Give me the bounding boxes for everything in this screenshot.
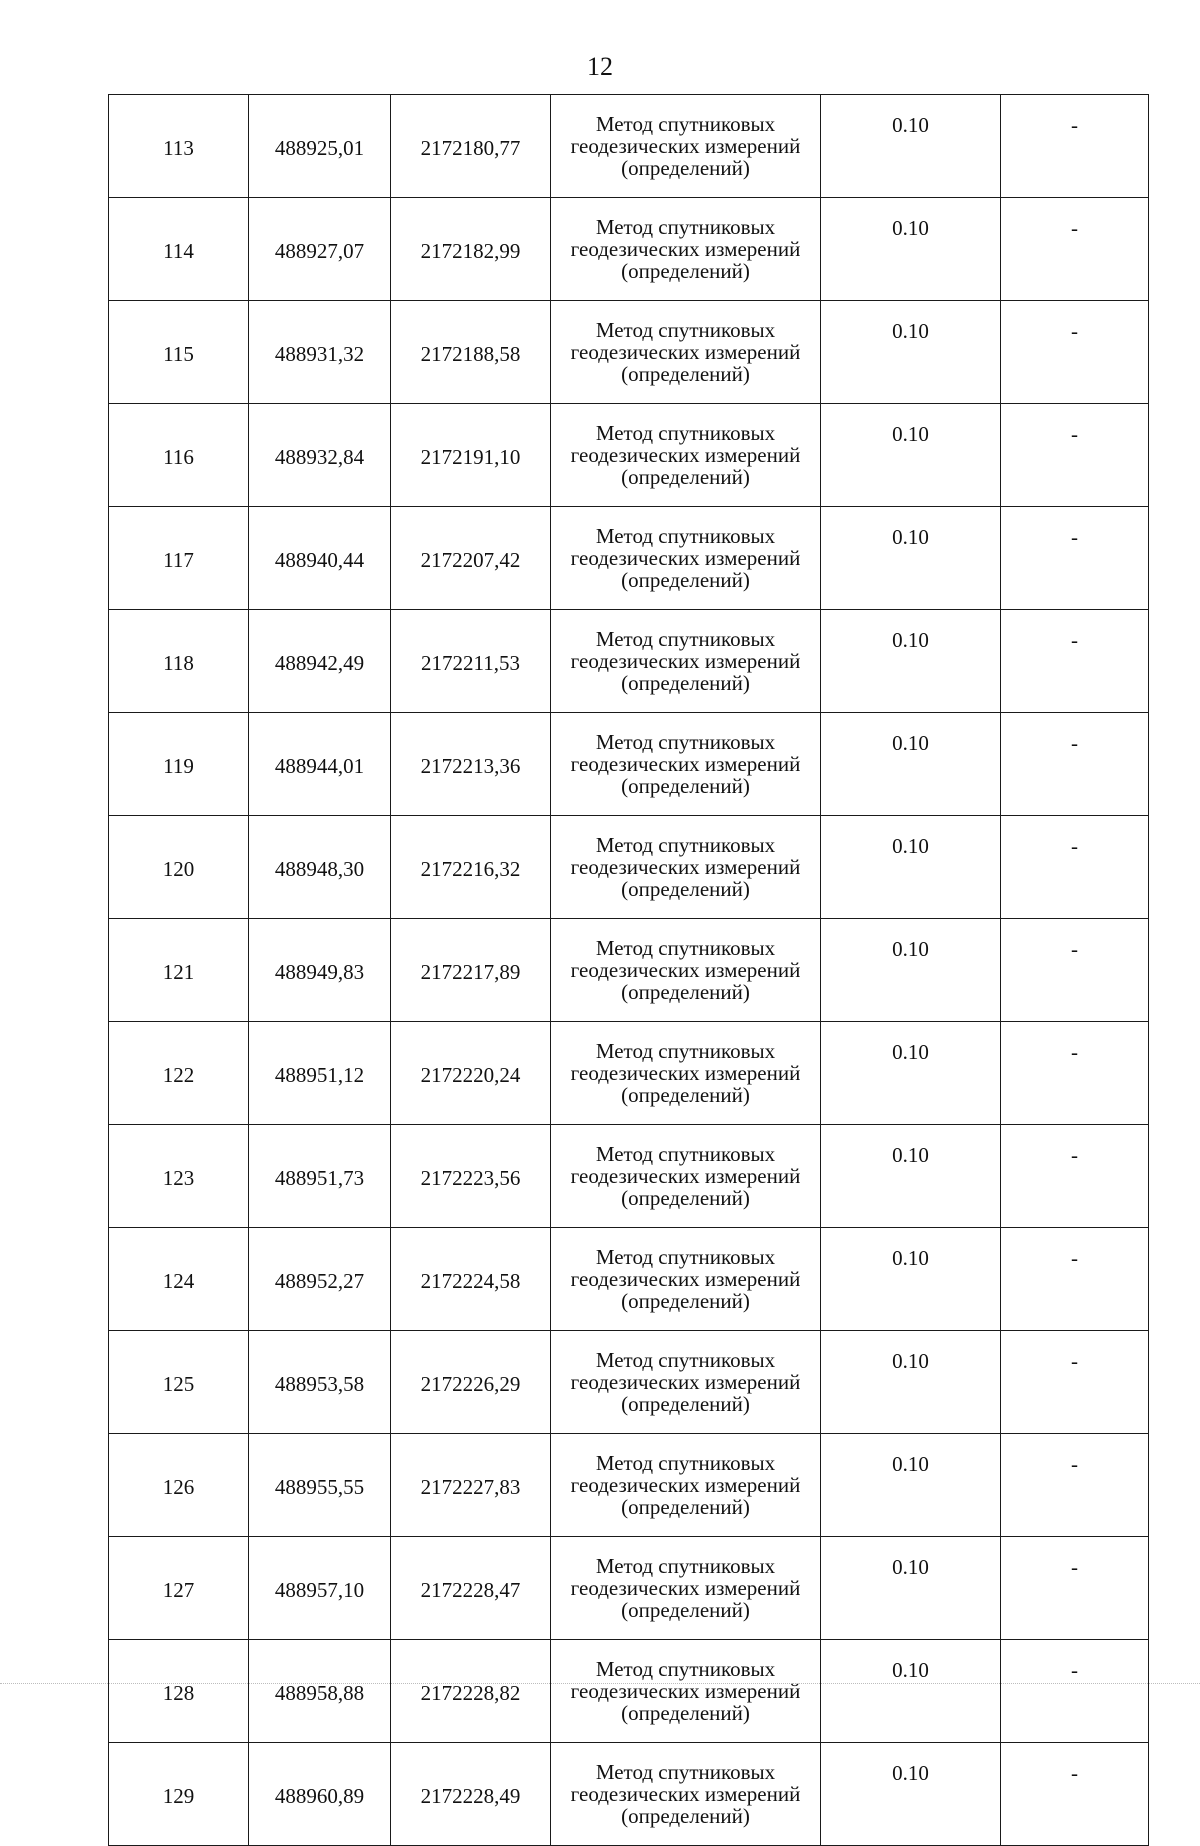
- point-number-cell: [109, 610, 249, 713]
- accuracy-cell: [821, 1434, 1001, 1537]
- point-number-cell: [109, 1125, 249, 1228]
- extra-cell-text: -: [1071, 937, 1078, 961]
- accuracy-cell-text: 0.10: [892, 1555, 929, 1579]
- x-coordinate-cell: [249, 1022, 391, 1125]
- extra-cell: [1001, 1331, 1149, 1434]
- method-line: геодезических измерений: [570, 1061, 801, 1085]
- y-coordinate-cell: [391, 1228, 551, 1331]
- table-row: [109, 919, 1149, 1022]
- method-line: Метод спутниковых: [595, 833, 776, 857]
- table-row: [109, 95, 1149, 198]
- point-number-cell-text: 129: [162, 1784, 195, 1808]
- table-row: [109, 1537, 1149, 1640]
- table-row: [109, 301, 1149, 404]
- accuracy-cell: [821, 95, 1001, 198]
- x-coordinate-cell-text: 488925,01: [274, 136, 365, 160]
- x-coordinate-cell-text: 488940,44: [274, 548, 365, 572]
- method-line: Метод спутниковых: [595, 112, 776, 136]
- y-coordinate-cell: [391, 1743, 551, 1846]
- point-number-cell: [109, 301, 249, 404]
- x-coordinate-cell-text: 488953,58: [274, 1372, 365, 1396]
- extra-cell-text: -: [1071, 1040, 1078, 1064]
- extra-cell: [1001, 1743, 1149, 1846]
- method-line: (определений): [621, 465, 750, 489]
- x-coordinate-cell-text: 488949,83: [274, 960, 365, 984]
- table-row: [109, 1125, 1149, 1228]
- accuracy-cell-text: 0.10: [892, 1761, 929, 1785]
- x-coordinate-cell-text: 488958,88: [274, 1681, 365, 1705]
- method-line: геодезических измерений: [570, 1164, 801, 1188]
- table-row: [109, 610, 1149, 713]
- method-cell: [551, 713, 821, 816]
- table-row: [109, 404, 1149, 507]
- y-coordinate-cell: [391, 1022, 551, 1125]
- y-coordinate-cell: [391, 713, 551, 816]
- method-line: (определений): [621, 877, 750, 901]
- method-cell: [551, 95, 821, 198]
- method-cell: [551, 1743, 821, 1846]
- x-coordinate-cell-text: 488944,01: [274, 754, 365, 778]
- method-cell: [551, 919, 821, 1022]
- x-coordinate-cell: [249, 919, 391, 1022]
- scan-edge-line: [0, 1683, 1200, 1686]
- table-row: [109, 1022, 1149, 1125]
- point-number-cell-text: 120: [162, 857, 195, 881]
- point-number-cell-text: 126: [162, 1475, 195, 1499]
- point-number-cell: [109, 198, 249, 301]
- extra-cell: [1001, 816, 1149, 919]
- method-line: геодезических измерений: [570, 649, 801, 673]
- accuracy-cell: [821, 404, 1001, 507]
- y-coordinate-cell-text: 2172227,83: [420, 1475, 521, 1499]
- extra-cell: [1001, 95, 1149, 198]
- extra-cell-text: -: [1071, 1349, 1078, 1373]
- coordinates-table: [108, 94, 1149, 1846]
- y-coordinate-cell: [391, 95, 551, 198]
- x-coordinate-cell-text: 488955,55: [274, 1475, 365, 1499]
- point-number-cell: [109, 1228, 249, 1331]
- x-coordinate-cell: [249, 1640, 391, 1743]
- extra-cell-text: -: [1071, 731, 1078, 755]
- y-coordinate-cell-text: 2172228,47: [420, 1578, 521, 1602]
- accuracy-cell-text: 0.10: [892, 628, 929, 652]
- method-line: Метод спутниковых: [595, 1039, 776, 1063]
- y-coordinate-cell: [391, 301, 551, 404]
- x-coordinate-cell: [249, 1125, 391, 1228]
- y-coordinate-cell: [391, 1434, 551, 1537]
- y-coordinate-cell-text: 2172211,53: [421, 651, 520, 675]
- method-line: Метод спутниковых: [595, 1451, 776, 1475]
- table-row: [109, 1743, 1149, 1846]
- x-coordinate-cell: [249, 507, 391, 610]
- point-number-cell-text: 117: [163, 548, 194, 572]
- method-line: (определений): [621, 774, 750, 798]
- accuracy-cell: [821, 1537, 1001, 1640]
- extra-cell-text: -: [1071, 1246, 1078, 1270]
- y-coordinate-cell-text: 2172224,58: [420, 1269, 521, 1293]
- extra-cell: [1001, 404, 1149, 507]
- point-number-cell-text: 114: [163, 239, 194, 263]
- point-number-cell-text: 122: [162, 1063, 195, 1087]
- x-coordinate-cell: [249, 1537, 391, 1640]
- method-line: (определений): [621, 1598, 750, 1622]
- extra-cell-text: -: [1071, 1761, 1078, 1785]
- table-row: [109, 507, 1149, 610]
- y-coordinate-cell: [391, 1331, 551, 1434]
- method-line: геодезических измерений: [570, 340, 801, 364]
- method-line: геодезических измерений: [570, 1473, 801, 1497]
- extra-cell: [1001, 507, 1149, 610]
- method-cell: [551, 404, 821, 507]
- method-cell: [551, 1434, 821, 1537]
- method-line: Метод спутниковых: [595, 421, 776, 445]
- accuracy-cell: [821, 198, 1001, 301]
- x-coordinate-cell: [249, 404, 391, 507]
- point-number-cell-text: 124: [162, 1269, 195, 1293]
- method-line: Метод спутниковых: [595, 1142, 776, 1166]
- accuracy-cell: [821, 1743, 1001, 1846]
- method-cell: [551, 1640, 821, 1743]
- method-line: (определений): [621, 1495, 750, 1519]
- method-line: (определений): [621, 362, 750, 386]
- x-coordinate-cell: [249, 816, 391, 919]
- accuracy-cell: [821, 713, 1001, 816]
- y-coordinate-cell-text: 2172182,99: [420, 239, 521, 263]
- accuracy-cell-text: 0.10: [892, 834, 929, 858]
- method-line: (определений): [621, 1392, 750, 1416]
- y-coordinate-cell-text: 2172207,42: [420, 548, 521, 572]
- method-line: геодезических измерений: [570, 1576, 801, 1600]
- y-coordinate-cell: [391, 919, 551, 1022]
- point-number-cell-text: 116: [163, 445, 194, 469]
- x-coordinate-cell-text: 488957,10: [274, 1578, 365, 1602]
- accuracy-cell: [821, 1125, 1001, 1228]
- point-number-cell-text: 118: [163, 651, 194, 675]
- point-number-cell-text: 113: [163, 136, 194, 160]
- extra-cell: [1001, 198, 1149, 301]
- method-line: геодезических измерений: [570, 1267, 801, 1291]
- method-line: Метод спутниковых: [595, 524, 776, 548]
- method-line: геодезических измерений: [570, 1782, 801, 1806]
- extra-cell: [1001, 1434, 1149, 1537]
- extra-cell-text: -: [1071, 1143, 1078, 1167]
- point-number-cell: [109, 95, 249, 198]
- accuracy-cell-text: 0.10: [892, 216, 929, 240]
- method-line: (определений): [621, 671, 750, 695]
- accuracy-cell-text: 0.10: [892, 1246, 929, 1270]
- accuracy-cell: [821, 816, 1001, 919]
- extra-cell: [1001, 1125, 1149, 1228]
- accuracy-cell-text: 0.10: [892, 319, 929, 343]
- point-number-cell: [109, 919, 249, 1022]
- point-number-cell-text: 121: [162, 960, 195, 984]
- method-line: (определений): [621, 1083, 750, 1107]
- accuracy-cell-text: 0.10: [892, 1040, 929, 1064]
- x-coordinate-cell: [249, 1434, 391, 1537]
- point-number-cell-text: 119: [163, 754, 194, 778]
- method-cell: [551, 301, 821, 404]
- y-coordinate-cell: [391, 404, 551, 507]
- x-coordinate-cell-text: 488931,32: [274, 342, 365, 366]
- method-cell: [551, 1331, 821, 1434]
- method-line: (определений): [621, 568, 750, 592]
- extra-cell: [1001, 301, 1149, 404]
- point-number-cell: [109, 713, 249, 816]
- accuracy-cell: [821, 507, 1001, 610]
- method-cell: [551, 1125, 821, 1228]
- y-coordinate-cell: [391, 1640, 551, 1743]
- extra-cell-text: -: [1071, 525, 1078, 549]
- y-coordinate-cell-text: 2172217,89: [420, 960, 521, 984]
- method-line: (определений): [621, 156, 750, 180]
- table-row: [109, 1434, 1149, 1537]
- table-row: [109, 713, 1149, 816]
- method-line: Метод спутниковых: [595, 1348, 776, 1372]
- y-coordinate-cell-text: 2172223,56: [420, 1166, 521, 1190]
- extra-cell-text: -: [1071, 628, 1078, 652]
- point-number-cell-text: 123: [162, 1166, 195, 1190]
- method-cell: [551, 610, 821, 713]
- method-line: геодезических измерений: [570, 443, 801, 467]
- accuracy-cell-text: 0.10: [892, 1143, 929, 1167]
- extra-cell: [1001, 1022, 1149, 1125]
- accuracy-cell: [821, 919, 1001, 1022]
- method-line: Метод спутниковых: [595, 1554, 776, 1578]
- accuracy-cell: [821, 1022, 1001, 1125]
- method-cell: [551, 1537, 821, 1640]
- point-number-cell: [109, 816, 249, 919]
- accuracy-cell-text: 0.10: [892, 1349, 929, 1373]
- table-row: [109, 1640, 1149, 1743]
- accuracy-cell: [821, 1228, 1001, 1331]
- extra-cell: [1001, 713, 1149, 816]
- extra-cell-text: -: [1071, 1658, 1078, 1682]
- accuracy-cell: [821, 610, 1001, 713]
- extra-cell-text: -: [1071, 1555, 1078, 1579]
- extra-cell-text: -: [1071, 216, 1078, 240]
- y-coordinate-cell-text: 2172191,10: [420, 445, 521, 469]
- x-coordinate-cell: [249, 610, 391, 713]
- extra-cell: [1001, 1640, 1149, 1743]
- extra-cell-text: -: [1071, 113, 1078, 137]
- point-number-cell: [109, 1537, 249, 1640]
- method-line: геодезических измерений: [570, 958, 801, 982]
- method-line: геодезических измерений: [570, 546, 801, 570]
- extra-cell-text: -: [1071, 834, 1078, 858]
- method-line: геодезических измерений: [570, 855, 801, 879]
- method-line: Метод спутниковых: [595, 215, 776, 239]
- x-coordinate-cell-text: 488948,30: [274, 857, 365, 881]
- y-coordinate-cell-text: 2172220,24: [420, 1063, 521, 1087]
- method-line: геодезических измерений: [570, 237, 801, 261]
- x-coordinate-cell: [249, 713, 391, 816]
- x-coordinate-cell: [249, 1331, 391, 1434]
- y-coordinate-cell: [391, 198, 551, 301]
- y-coordinate-cell: [391, 1537, 551, 1640]
- table-row: [109, 816, 1149, 919]
- x-coordinate-cell-text: 488960,89: [274, 1784, 365, 1808]
- method-cell: [551, 507, 821, 610]
- method-line: Метод спутниковых: [595, 1760, 776, 1784]
- accuracy-cell-text: 0.10: [892, 937, 929, 961]
- x-coordinate-cell-text: 488927,07: [274, 239, 365, 263]
- method-line: геодезических измерений: [570, 1679, 801, 1703]
- point-number-cell: [109, 1434, 249, 1537]
- extra-cell-text: -: [1071, 1452, 1078, 1476]
- method-cell: [551, 816, 821, 919]
- coordinates-table-container: [108, 94, 1148, 1846]
- method-line: геодезических измерений: [570, 1370, 801, 1394]
- method-line: (определений): [621, 259, 750, 283]
- accuracy-cell-text: 0.10: [892, 1452, 929, 1476]
- method-line: Метод спутниковых: [595, 1245, 776, 1269]
- y-coordinate-cell-text: 2172228,82: [420, 1681, 521, 1705]
- y-coordinate-cell: [391, 610, 551, 713]
- point-number-cell: [109, 507, 249, 610]
- table-row: [109, 1228, 1149, 1331]
- method-line: (определений): [621, 1186, 750, 1210]
- y-coordinate-cell-text: 2172188,58: [420, 342, 521, 366]
- x-coordinate-cell: [249, 198, 391, 301]
- extra-cell: [1001, 919, 1149, 1022]
- accuracy-cell-text: 0.10: [892, 113, 929, 137]
- accuracy-cell-text: 0.10: [892, 525, 929, 549]
- point-number-cell: [109, 1022, 249, 1125]
- x-coordinate-cell-text: 488942,49: [274, 651, 365, 675]
- accuracy-cell-text: 0.10: [892, 422, 929, 446]
- method-line: (определений): [621, 1289, 750, 1313]
- point-number-cell: [109, 1743, 249, 1846]
- y-coordinate-cell: [391, 816, 551, 919]
- method-line: геодезических измерений: [570, 134, 801, 158]
- y-coordinate-cell: [391, 1125, 551, 1228]
- x-coordinate-cell-text: 488951,12: [274, 1063, 365, 1087]
- x-coordinate-cell: [249, 1228, 391, 1331]
- accuracy-cell-text: 0.10: [892, 731, 929, 755]
- method-line: (определений): [621, 1701, 750, 1725]
- method-line: (определений): [621, 1804, 750, 1828]
- point-number-cell-text: 127: [162, 1578, 195, 1602]
- y-coordinate-cell-text: 2172228,49: [420, 1784, 521, 1808]
- point-number-cell-text: 115: [163, 342, 194, 366]
- extra-cell: [1001, 1228, 1149, 1331]
- extra-cell-text: -: [1071, 422, 1078, 446]
- method-line: Метод спутниковых: [595, 318, 776, 342]
- point-number-cell-text: 125: [162, 1372, 195, 1396]
- x-coordinate-cell: [249, 301, 391, 404]
- y-coordinate-cell-text: 2172226,29: [420, 1372, 521, 1396]
- page-number: 12: [587, 52, 613, 81]
- method-line: Метод спутниковых: [595, 936, 776, 960]
- method-line: Метод спутниковых: [595, 730, 776, 754]
- y-coordinate-cell-text: 2172213,36: [420, 754, 521, 778]
- extra-cell-text: -: [1071, 319, 1078, 343]
- point-number-cell-text: 128: [162, 1681, 195, 1705]
- method-line: геодезических измерений: [570, 752, 801, 776]
- accuracy-cell-text: 0.10: [892, 1658, 929, 1682]
- accuracy-cell: [821, 1640, 1001, 1743]
- y-coordinate-cell-text: 2172216,32: [420, 857, 521, 881]
- table-row: [109, 1331, 1149, 1434]
- point-number-cell: [109, 1331, 249, 1434]
- x-coordinate-cell-text: 488951,73: [274, 1166, 365, 1190]
- method-line: Метод спутниковых: [595, 1657, 776, 1681]
- y-coordinate-cell-text: 2172180,77: [420, 136, 521, 160]
- x-coordinate-cell-text: 488952,27: [274, 1269, 365, 1293]
- accuracy-cell: [821, 301, 1001, 404]
- table-row: [109, 198, 1149, 301]
- extra-cell: [1001, 1537, 1149, 1640]
- method-cell: [551, 1022, 821, 1125]
- method-cell: [551, 198, 821, 301]
- method-cell: [551, 1228, 821, 1331]
- x-coordinate-cell: [249, 95, 391, 198]
- x-coordinate-cell: [249, 1743, 391, 1846]
- method-line: Метод спутниковых: [595, 627, 776, 651]
- y-coordinate-cell: [391, 507, 551, 610]
- method-line: (определений): [621, 980, 750, 1004]
- point-number-cell: [109, 404, 249, 507]
- table-body: [109, 95, 1149, 1846]
- accuracy-cell: [821, 1331, 1001, 1434]
- x-coordinate-cell-text: 488932,84: [274, 445, 365, 469]
- point-number-cell: [109, 1640, 249, 1743]
- extra-cell: [1001, 610, 1149, 713]
